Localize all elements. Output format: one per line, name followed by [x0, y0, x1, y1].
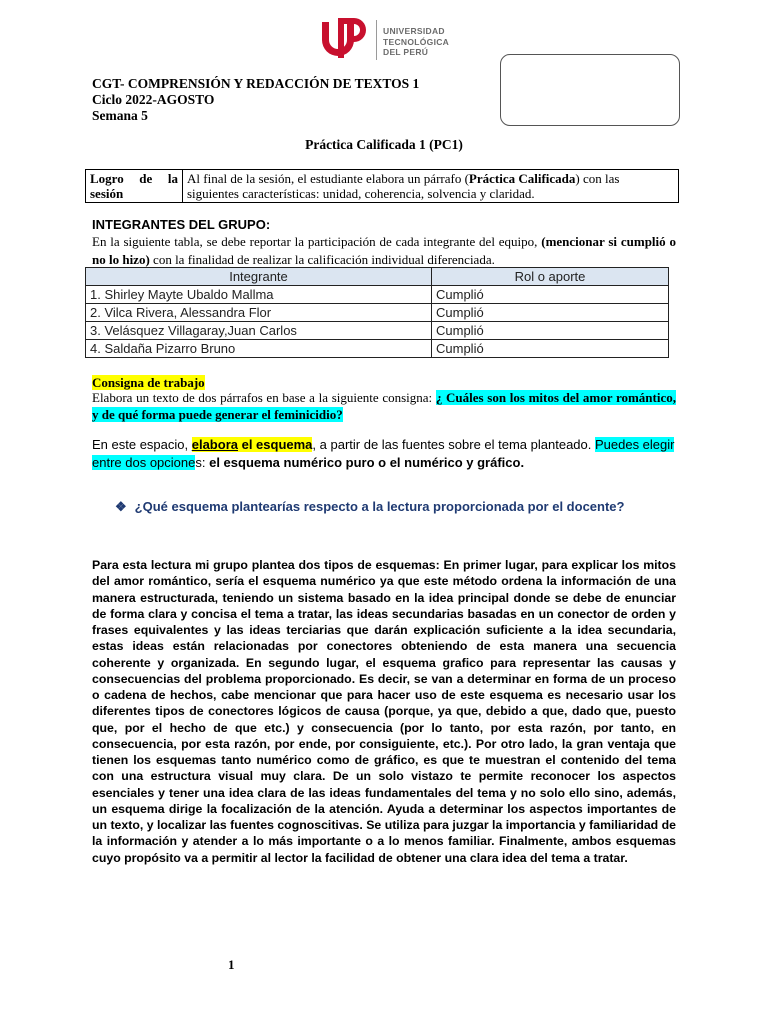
grade-box [500, 54, 680, 126]
course-header [92, 76, 419, 124]
members-table [85, 267, 669, 358]
page-title: Práctica Calificada 1 (PC1) [305, 137, 463, 152]
member-name: 3. Velásquez Villagaray,Juan Carlos [86, 322, 432, 340]
logo-separator [376, 20, 377, 60]
bullet-diamond-icon: ❖ [115, 499, 127, 514]
table-header-row [86, 268, 669, 286]
assignment-text: Elabora un texto de dos párrafos en base a la siguiente consigna: ¿ Cuáles son los mitos del amor romántico, y de qué forma puede generar el feminicidio? [92, 390, 676, 422]
utp-logo-mark [318, 16, 378, 60]
logro-label: Logro de la sesión [86, 170, 183, 203]
course-cycle: Ciclo 2022-AGOSTO [92, 92, 215, 107]
column-header: Rol o aporte [432, 268, 669, 286]
answer-paragraph: Para esta lectura mi grupo plantea dos tipos de esquemas: En primer lugar, para explicar los mitos del amor romántico, sería el esquema numérico ya que este método ordena la información de una manera estructurada, teniendo un sistema basado en la idea principal donde se debe de enunciar de forma clara y concisa el tema a tratar, las ideas secundarias basadas en un conector de orden y frases equivalentes y las ideas terciarias que darán explicación suficiente a la idea secundaria, estas ideas están relacionadas por conectores obteniendo de esta manera una secuencia coherente y organizada. En segundo lugar, el esquema grafico para representar las causas y consecuencias del problema proporcionado. Es decir, se van a determinar en forma de un proceso o cadena de hechos, cabe mencionar que para hacer uso de este esquema es necesario usar los diferentes tipos de conectores lógicos de causa (porque, ya que, debido a que, dado que, puesto que, por el hecho de que etc.) y consecuencia (por lo tanto, por esta razón, por tanto, en consecuencia, por esta razón, por ende, por consiguiente, etc.). Por otro lado, la gran ventaja que tienen los esquemas tanto numérico como de gráfico, es que te muestran el contenido del tema con una estructura visual muy clara. De un solo vistazo te permite reconocer los aspectos esenciales y tener una idea clara de las ideas fundamentales del tema y no solo ello sino, además, un esquema dirige la focalización de la atención. Ayuda a determinar los aspectos importantes de un texto, y localizar las fuentes cognoscitivas. Se utiliza para juzgar la importancia y familiaridad de la información y atender a lo más importante o a lo menos familiar. Finalmente, ambos esquemas cuyo propósito va a permitir al lector la facilidad de obtener una clara idea del tema a tratar. [92, 558, 676, 865]
member-role: Cumplió [432, 304, 669, 322]
member-role: Cumplió [432, 322, 669, 340]
course-week: Semana 5 [92, 108, 148, 123]
course-title: CGT- COMPRENSIÓN Y REDACCIÓN DE TEXTOS 1 [92, 76, 420, 91]
members-heading: INTEGRANTES DEL GRUPO: [92, 217, 271, 232]
member-role: Cumplió [432, 340, 669, 358]
logo-wordmark: UNIVERSIDAD TECNOLÓGICA DEL PERÚ [383, 26, 450, 57]
page-number: 1 [228, 957, 235, 972]
table-row [86, 304, 669, 322]
table-row [86, 286, 669, 304]
member-name: 2. Vilca Rivera, Alessandra Flor [86, 304, 432, 322]
members-intro: En la siguiente tabla, se debe reportar la participación de cada integrante del equipo, (mencionar si cumplió o no lo hizo) con la finalidad de realizar la calificación individual diferenciada. [92, 234, 676, 267]
member-name: 1. Shirley Mayte Ubaldo Mallma [86, 286, 432, 304]
member-name: 4. Saldaña Pizarro Bruno [86, 340, 432, 358]
assignment-question: ¿ Cuáles son los mitos del amor romántico, y de qué forma puede generar el feminicidio? [92, 390, 676, 422]
logro-table [85, 169, 679, 203]
logro-text: Al final de la sesión, el estudiante elabora un párrafo (Práctica Calificada) con las siguientes características: unidad, coherencia, solvencia y claridad. [183, 170, 679, 203]
scheme-question: ❖ ¿Qué esquema plantearías respecto a la lectura proporcionada por el docente? [115, 499, 625, 514]
column-header: Integrante [86, 268, 432, 286]
table-row [86, 322, 669, 340]
scheme-instruction: En este espacio, elabora el esquema, a partir de las fuentes sobre el tema planteado. Puedes elegir entre dos opciones: el esquema numérico puro o el numérico y gráfico. [92, 437, 675, 470]
table-row [86, 340, 669, 358]
assignment-heading: Consigna de trabajo [92, 375, 205, 390]
member-role: Cumplió [432, 286, 669, 304]
